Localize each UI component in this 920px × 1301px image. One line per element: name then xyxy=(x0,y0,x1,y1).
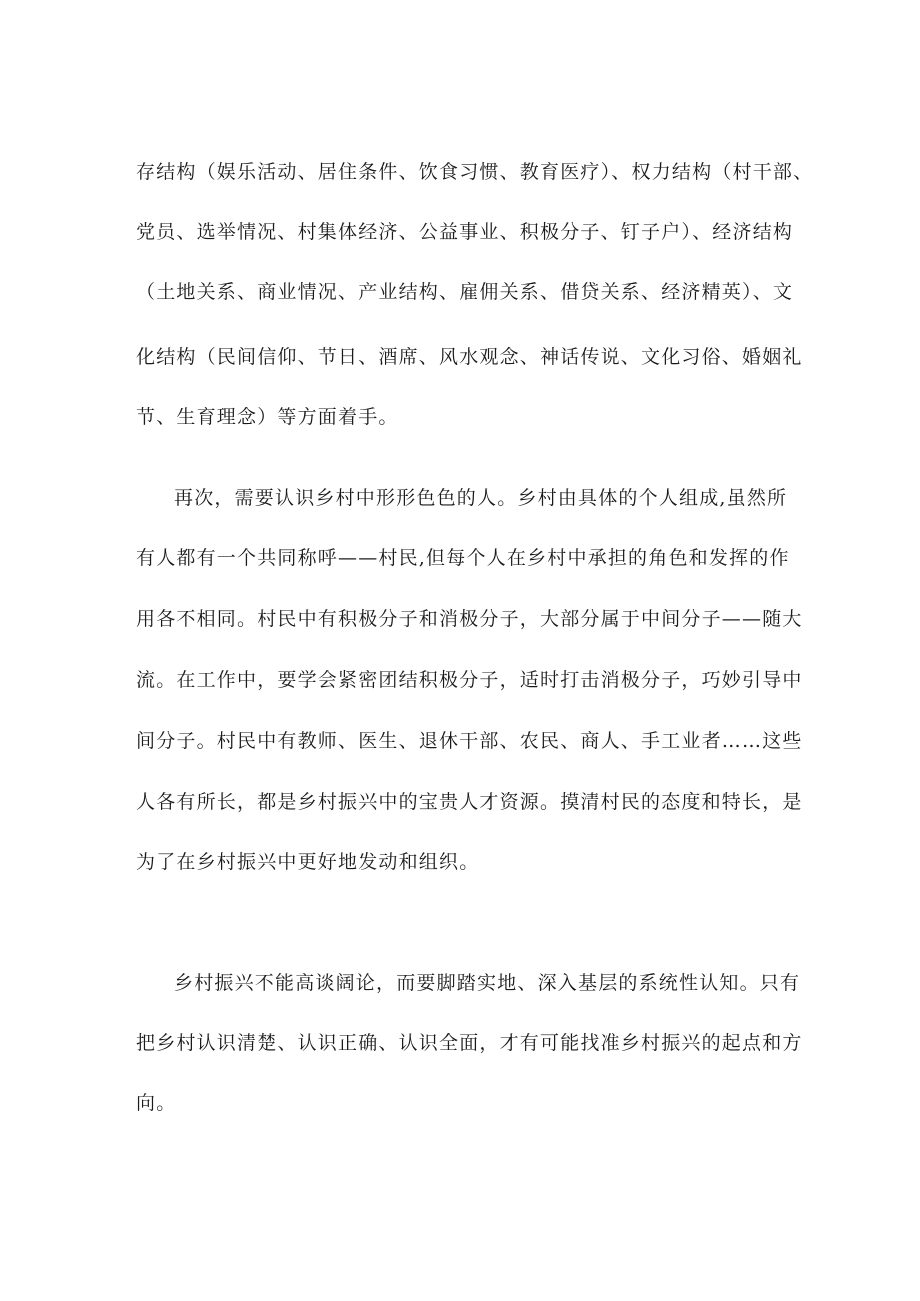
paragraph-line: 存结构（娱乐活动、居住条件、饮食习惯、教育医疗）、权力结构（村干部、 xyxy=(136,161,814,183)
paragraph-line: 用各不相同。村民中有积极分子和消极分子，大部分属于中间分子——随大 xyxy=(136,608,803,630)
paragraph-line: 把乡村认识清楚、认识正确、认识全面，才有可能找准乡村振兴的起点和方 xyxy=(136,1032,803,1054)
paragraph-line: 再次，需要认识乡村中形形色色的人。乡村由具体的个人组成,虽然所 xyxy=(174,487,788,509)
paragraph-line: 有人都有一个共同称呼——村民,但每个人在乡村中承担的角色和发挥的作 xyxy=(136,547,790,569)
paragraph-line: 为了在乡村振兴中更好地发动和组织。 xyxy=(136,851,480,873)
paragraph-line: 间分子。村民中有教师、医生、退休干部、农民、商人、手工业者……这些 xyxy=(136,730,803,752)
paragraph-line: 向。 xyxy=(136,1092,177,1114)
paragraph-line: 化结构（民间信仰、节日、酒席、风水观念、神话传说、文化习俗、婚姻礼 xyxy=(136,346,803,368)
paragraph-line: 乡村振兴不能高谈阔论，而要脚踏实地、深入基层的系统性认知。只有 xyxy=(174,972,801,994)
paragraph-line: 党员、选举情况、村集体经济、公益事业、积极分子、钉子户）、经济结构 xyxy=(136,221,794,243)
paragraph-line: （土地关系、商业情况、产业结构、雇佣关系、借贷关系、经济精英）、文 xyxy=(136,281,794,303)
paragraph-line: 流。在工作中，要学会紧密团结积极分子，适时打击消极分子，巧妙引导中 xyxy=(136,669,803,691)
paragraph-line: 节、生育理念）等方面着手。 xyxy=(136,406,399,428)
paragraph-line: 人各有所长，都是乡村振兴中的宝贵人才资源。摸清村民的态度和特长，是 xyxy=(136,791,803,813)
